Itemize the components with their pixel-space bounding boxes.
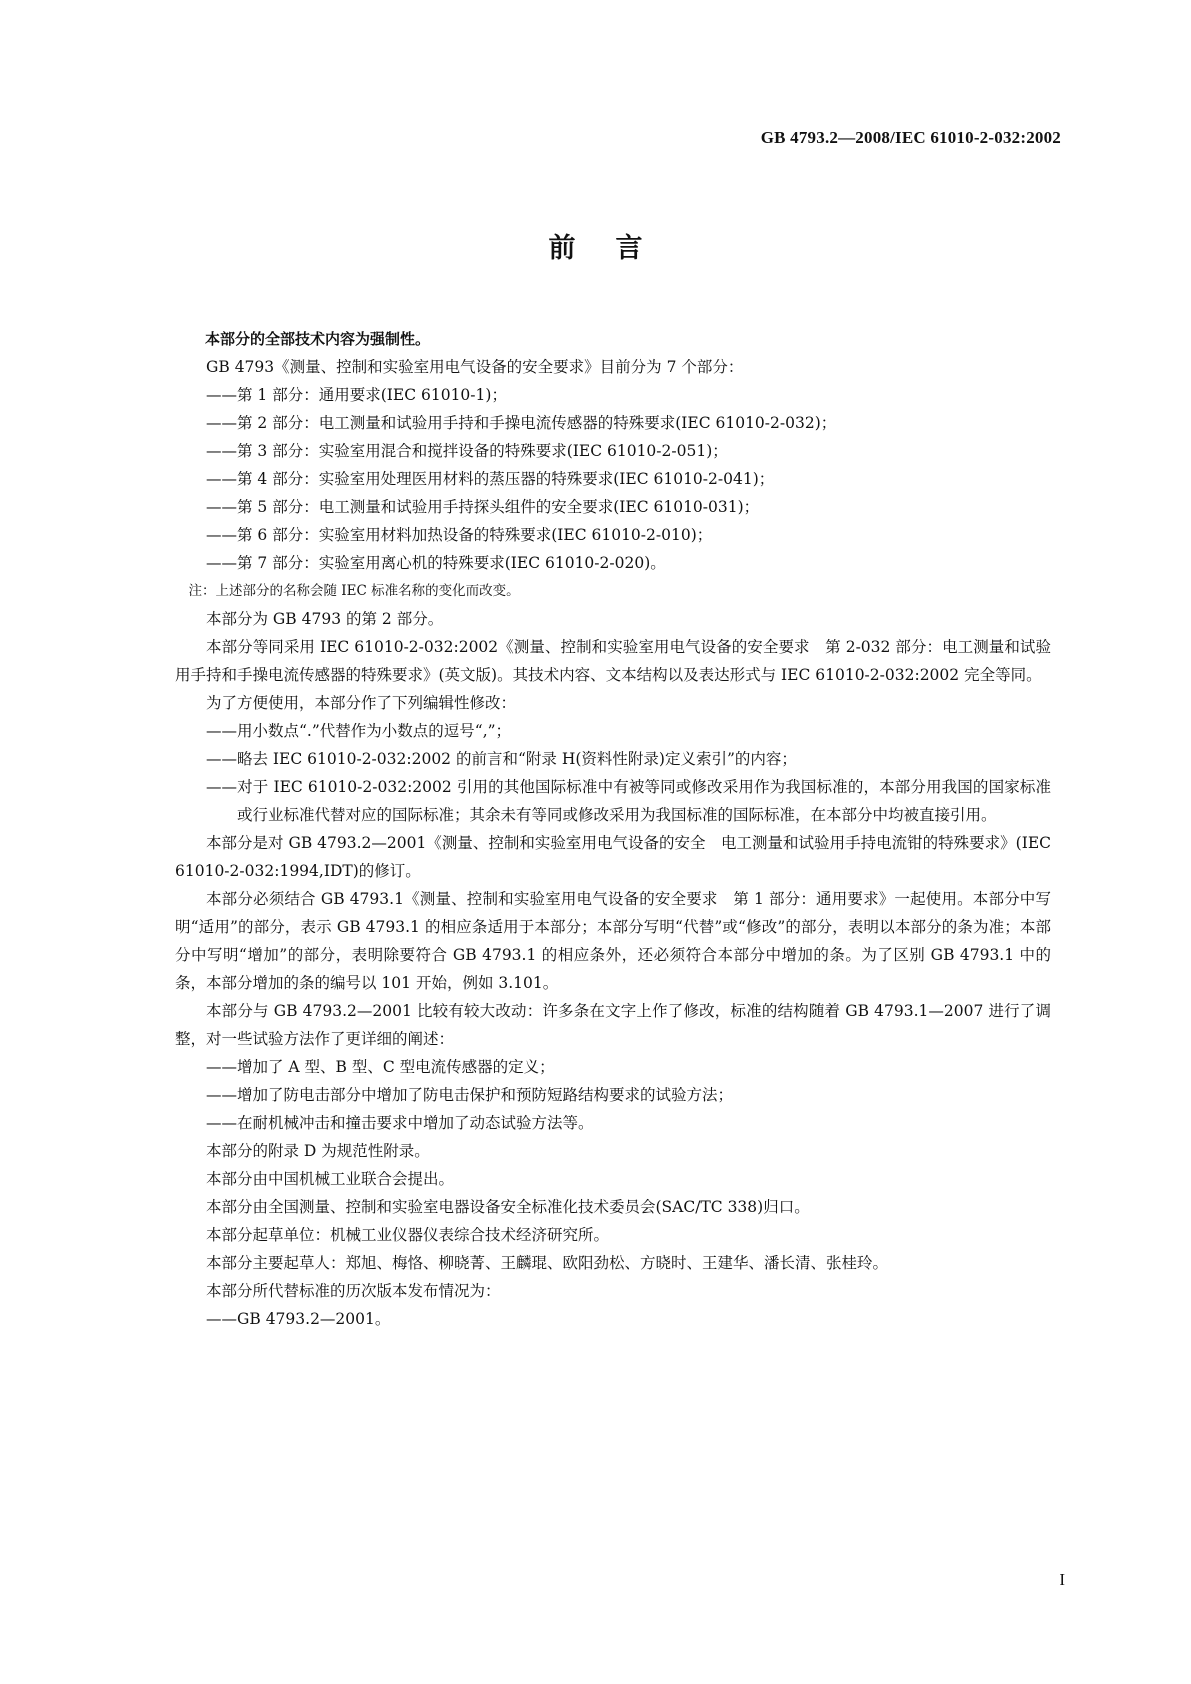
paragraph: 本部分是对 GB 4793.2—2001《测量、控制和实验室用电气设备的安全 电工测量和试验用手持电流钳的特殊要求》(IEC 61010-2-032:1994,IDT)的修订。 <box>175 834 1051 880</box>
list-item: ——在耐机械冲击和撞击要求中增加了动态试验方法等。 <box>206 1114 594 1132</box>
paragraph: 本部分由全国测量、控制和实验室电器设备安全标准化技术委员会(SAC/TC 338)归口。 <box>206 1198 810 1216</box>
list-item: ——第 3 部分：实验室用混合和搅拌设备的特殊要求(IEC 61010-2-051)； <box>206 442 728 460</box>
paragraph: 本部分与 GB 4793.2—2001 比较有较大改动：许多条在文字上作了修改，标准的结构随着 GB 4793.1—2007 进行了调整，对一些试验方法作了更详细的阐述： <box>175 1002 1051 1048</box>
list-item: ——增加了 A 型、B 型、C 型电流传感器的定义； <box>206 1058 555 1076</box>
list-item: ——第 4 部分：实验室用处理医用材料的蒸压器的特殊要求(IEC 61010-2-041)； <box>206 470 775 488</box>
paragraph: 本部分所代替标准的历次版本发布情况为： <box>206 1282 501 1300</box>
list-item: ——GB 4793.2—2001。 <box>206 1310 391 1328</box>
paragraph: 本部分起草单位：机械工业仪器仪表综合技术经济研究所。 <box>206 1226 610 1244</box>
list-item: ——第 2 部分：电工测量和试验用手持和手操电流传感器的特殊要求(IEC 61010-2-032)； <box>206 414 837 432</box>
paragraph: 本部分为 GB 4793 的第 2 部分。 <box>206 610 444 628</box>
list-item: ——第 1 部分：通用要求(IEC 61010-1)； <box>206 386 507 404</box>
list-item: ——增加了防电击部分中增加了防电击保护和预防短路结构要求的试验方法； <box>206 1086 734 1104</box>
note: 注：上述部分的名称会随 IEC 标准名称的变化而改变。 <box>188 583 520 599</box>
paragraph: 本部分的全部技术内容为强制性。 <box>205 330 431 348</box>
page-title: 前言 <box>548 233 683 264</box>
list-item: ——第 5 部分：电工测量和试验用手持探头组件的安全要求(IEC 61010-031)； <box>206 498 760 516</box>
standard-code: GB 4793.2—2008/IEC 61010-2-032:2002 <box>760 128 1061 147</box>
list-item: ——用小数点“.”代替作为小数点的逗号“,”； <box>206 722 512 740</box>
paragraph: 本部分由中国机械工业联合会提出。 <box>206 1170 455 1188</box>
paragraph: 本部分主要起草人：郑旭、梅恪、柳晓菁、王麟琨、欧阳劲松、方晓时、王建华、潘长清、张桂玲。 <box>206 1254 889 1272</box>
list-item: ——略去 IEC 61010-2-032:2002 的前言和“附录 H(资料性附录)定义索引”的内容； <box>206 750 797 768</box>
paragraph: 为了方便使用，本部分作了下列编辑性修改： <box>206 694 517 712</box>
foreword-body <box>175 325 1051 1333</box>
paragraph: 本部分的附录 D 为规范性附录。 <box>206 1142 430 1160</box>
list-item: ——第 7 部分：实验室用离心机的特殊要求(IEC 61010-2-020)。 <box>206 554 666 572</box>
paragraph: 本部分必须结合 GB 4793.1《测量、控制和实验室用电气设备的安全要求 第 1 部分：通用要求》一起使用。本部分中写明“适用”的部分，表示 GB 4793.1 的相应条适用于本部分；本部分写明“代替”或“修改”的部分，表明以本部分的条为准；本部分中写明“增加”的部分，表明除要符合 GB 4793.1 的相应条外，还必须符合本部分中增加的条。为了区别 GB 4793.1 中的条，本部分增加的条的编号以 101 开始，例如 3.101。 <box>175 890 1051 992</box>
page-number: I <box>1059 1570 1065 1589</box>
list-item: ——对于 IEC 61010-2-032:2002 引用的其他国际标准中有被等同或修改采用作为我国标准的，本部分用我国的国家标准或行业标准代替对应的国际标准；其余未有等同或修改采用为我国标准的国际标准，在本部分中均被直接引用。 <box>206 778 1051 824</box>
paragraph: GB 4793《测量、控制和实验室用电气设备的安全要求》目前分为 7 个部分： <box>206 358 744 376</box>
paragraph: 本部分等同采用 IEC 61010-2-032:2002《测量、控制和实验室用电气设备的安全要求 第 2-032 部分：电工测量和试验用手持和手操电流传感器的特殊要求》(英文版)。其技术内容、文本结构以及表达形式与 IEC 61010-2-032:2002 完全等同。 <box>175 638 1051 684</box>
list-item: ——第 6 部分：实验室用材料加热设备的特殊要求(IEC 61010-2-010)； <box>206 526 713 544</box>
